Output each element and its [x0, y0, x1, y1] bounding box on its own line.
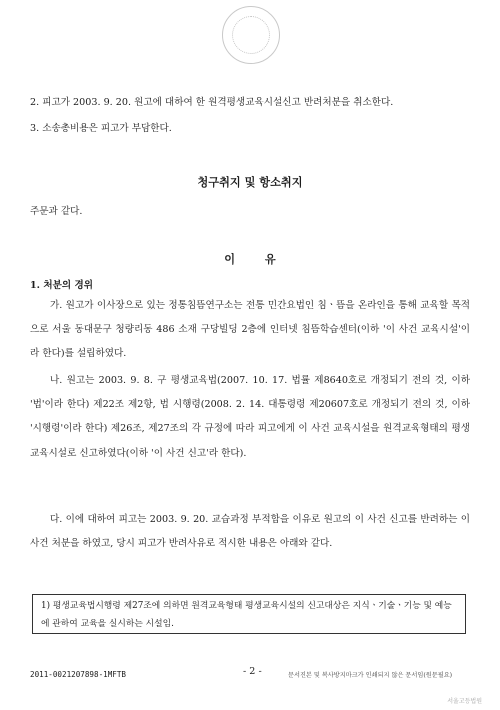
- page-number: - 2 -: [243, 666, 262, 677]
- paragraph-na: 나. 원고는 2003. 9. 8. 구 평생교육법(2007. 10. 17. 법률 제8640호로 개정되기 전의 것, 이하 '법'이라 한다) 제22조 제2항, 법 시행령(2008. 2. 14. 대통령령 제20607호로 개정되기 전의 것, 이하 '시행령'이라 한다) 제26조, 제27조의 각 규정에 따라 피고에게 이 사건 교육시설을 원격교육형태의 평생교육시설로 신고하였다(이하 '이 사건 신고'라 한다).: [30, 375, 470, 459]
- claim-text: 주문과 같다.: [30, 206, 83, 217]
- court-seal-watermark: [222, 6, 280, 64]
- order-item-2: 2. 피고가 2003. 9. 20. 원고에 대하여 한 원격평생교육시설신고 반려처분을 취소한다.: [30, 97, 394, 108]
- court-name: 서울고등법원: [447, 698, 482, 705]
- reason-note-box: 1) 평생교육법시행령 제27조에 의하면 원격교육형태 평생교육시설의 신고대상은 지식ㆍ기술ㆍ기능 및 예능에 관하여 교육을 실시하는 시설임.: [32, 594, 466, 634]
- footer-notice: 문서진본 및 복사방지마크가 인쇄되지 않은 문서임(원문필요): [288, 672, 453, 679]
- paragraph-da: 다. 이에 대하여 피고는 2003. 9. 20. 교습과정 부적합을 이유로 원고의 이 사건 신고를 반려하는 이 사건 처분을 하였고, 당시 피고가 반려사유로 적시한 내용은 아래와 같다.: [30, 514, 470, 550]
- document-id: 2011-0021207898-1MFTB: [30, 670, 127, 679]
- order-item-3: 3. 소송총비용은 피고가 부담한다.: [30, 123, 172, 134]
- paragraph-ga: 가. 원고가 이사장으로 있는 정통침뜸연구소는 전통 민간요법인 침ㆍ뜸을 온라인을 통해 교육할 목적으로 서울 동대문구 청량리동 486 소재 구당빌딩 2층에 인터넷 침뜸학습센터(이하 '이 사건 교육시설'이라 한다)를 설립하였다.: [30, 300, 470, 360]
- claim-heading: 청구취지 및 항소취지: [197, 175, 303, 189]
- section-title: 1. 처분의 경위: [30, 280, 94, 291]
- reasons-heading: 이 유: [224, 252, 276, 266]
